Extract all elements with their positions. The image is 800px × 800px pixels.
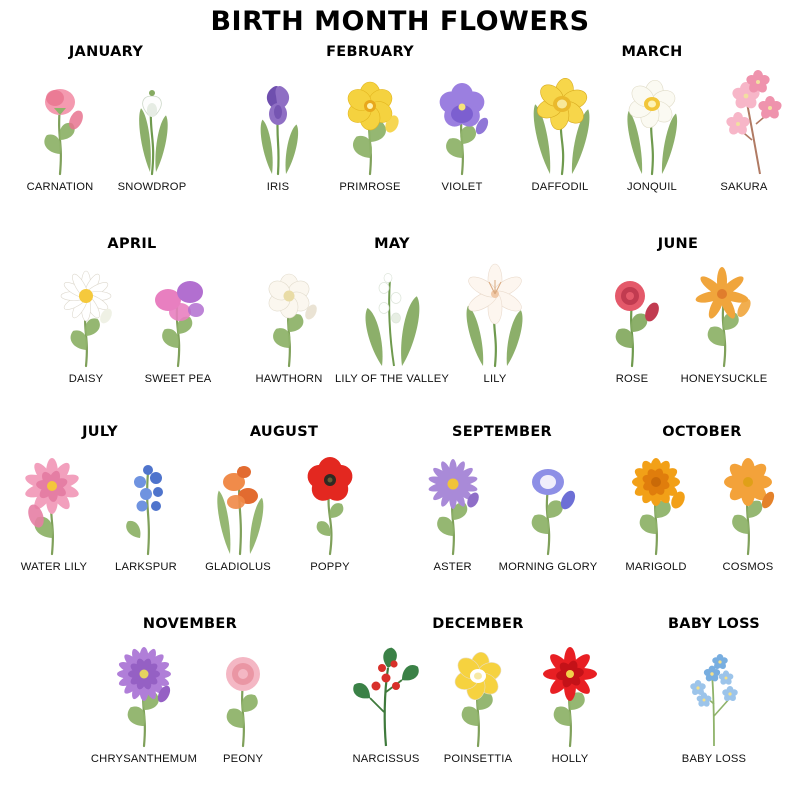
flower-illustration-poinsettia-daff-icon: [432, 634, 524, 752]
flower-card[interactable]: [232, 62, 324, 193]
flower-card[interactable]: [416, 62, 508, 193]
flower-card[interactable]: [14, 62, 106, 193]
flower-illustration-morningglory-icon: [502, 442, 594, 560]
flower-illustration-iris-icon: [232, 62, 324, 180]
month-label: FEBRUARY: [326, 44, 414, 60]
flower-card[interactable]: [192, 442, 284, 573]
flower-card[interactable]: [432, 634, 524, 765]
flower-illustration-marigold-icon: [610, 442, 702, 560]
flower-illustration-sakura-icon: [698, 62, 790, 180]
flower-card[interactable]: [610, 442, 702, 573]
flower-name: ASTER: [433, 561, 472, 573]
month-group-november[interactable]: [60, 616, 320, 765]
flower-name: HOLLY: [551, 753, 589, 765]
flower-card[interactable]: [668, 634, 760, 765]
flower-card[interactable]: [91, 634, 197, 765]
flower-name: ROSE: [615, 373, 649, 385]
month-label: DECEMBER: [432, 616, 524, 632]
month-group-september[interactable]: [396, 424, 608, 573]
flower-illustration-snowdrop-icon: [106, 62, 198, 180]
flower-name: PRIMROSE: [339, 181, 401, 193]
flower-illustration-primrose-icon: [324, 62, 416, 180]
month-label: SEPTEMBER: [451, 424, 553, 440]
flower-name: PEONY: [223, 753, 264, 765]
month-group-december[interactable]: [332, 616, 624, 765]
flower-list: [560, 254, 796, 385]
month-group-july[interactable]: [6, 424, 194, 573]
flower-card[interactable]: [40, 254, 132, 385]
month-group-october[interactable]: [608, 424, 796, 573]
flower-name: SAKURA: [720, 181, 768, 193]
flower-illustration-chrysanthemum-icon: [98, 634, 190, 752]
flower-name: CARNATION: [26, 181, 94, 193]
flower-list: [246, 254, 538, 385]
flower-name: IRIS: [266, 181, 290, 193]
flower-list: [60, 634, 320, 765]
flower-list: [508, 62, 796, 193]
flower-name: JONQUIL: [627, 181, 677, 193]
flower-list: [228, 62, 512, 193]
flower-name: POINSETTIA: [443, 753, 513, 765]
flower-card[interactable]: [132, 254, 224, 385]
flower-illustration-peony-icon: [197, 634, 289, 752]
flower-illustration-rose-icon: [586, 254, 678, 372]
flower-card[interactable]: [106, 62, 198, 193]
flower-illustration-violet-icon: [416, 62, 508, 180]
flower-card[interactable]: [702, 442, 794, 573]
flower-name: HAWTHORN: [255, 373, 323, 385]
month-label: BABY LOSS: [667, 616, 761, 632]
flower-name: SNOWDROP: [117, 181, 187, 193]
flower-illustration-lily-icon: [449, 254, 541, 372]
month-group-august[interactable]: [196, 424, 372, 573]
flower-card[interactable]: [449, 254, 541, 385]
flower-card[interactable]: [524, 634, 616, 765]
flower-illustration-waterlily-icon: [8, 442, 100, 560]
page-title: BIRTH MONTH FLOWERS: [210, 6, 590, 37]
month-group-april[interactable]: [24, 236, 240, 385]
flower-card[interactable]: [197, 634, 289, 765]
flower-card[interactable]: [606, 62, 698, 193]
flower-list: [396, 442, 608, 573]
month-label: APRIL: [107, 236, 157, 252]
flower-illustration-lilyvalley-icon: [346, 254, 438, 372]
flower-illustration-daisy-icon: [40, 254, 132, 372]
flower-name: WATER LILY: [20, 561, 88, 573]
flower-card[interactable]: [499, 442, 598, 573]
flower-illustration-sweetpea-icon: [132, 254, 224, 372]
flower-illustration-narcissus-icon: [340, 634, 432, 752]
month-label: OCTOBER: [662, 424, 742, 440]
flower-card[interactable]: [340, 634, 432, 765]
flower-name: CHRYSANTHEMUM: [90, 753, 198, 765]
flower-illustration-hawthorn-icon: [243, 254, 335, 372]
month-label: MARCH: [621, 44, 683, 60]
flower-list: [332, 634, 624, 765]
month-group-february[interactable]: [228, 44, 512, 193]
flower-name: SWEET PEA: [144, 373, 212, 385]
month-group-january[interactable]: [8, 44, 204, 193]
flower-card[interactable]: [243, 254, 335, 385]
month-label: JULY: [82, 424, 118, 440]
flower-illustration-jonquil-icon: [606, 62, 698, 180]
flower-list: [632, 634, 796, 765]
flower-list: [608, 442, 796, 573]
flower-card[interactable]: [100, 442, 192, 573]
month-group-may[interactable]: [246, 236, 538, 385]
flower-illustration-daffodil-icon: [514, 62, 606, 180]
flower-name: HONEYSUCKLE: [680, 373, 768, 385]
flower-illustration-carnation-icon: [14, 62, 106, 180]
flower-illustration-cosmos-icon: [702, 442, 794, 560]
flower-list: [8, 62, 204, 193]
month-label: MAY: [374, 236, 410, 252]
flower-name: LARKSPUR: [115, 561, 177, 573]
flower-name: NARCISSUS: [352, 753, 420, 765]
flower-name: LILY OF THE VALLEY: [334, 373, 450, 385]
month-group-march[interactable]: [508, 44, 796, 193]
flower-illustration-holly-icon: [524, 634, 616, 752]
flower-card[interactable]: [324, 62, 416, 193]
flower-list: [24, 254, 240, 385]
flower-name: DAISY: [68, 373, 104, 385]
month-group-baby-loss[interactable]: [632, 616, 796, 765]
month-label: AUGUST: [249, 424, 319, 440]
flower-illustration-honeysuckle-icon: [678, 254, 770, 372]
flower-name: GLADIOLUS: [205, 561, 271, 573]
flower-card[interactable]: [698, 62, 790, 193]
flower-name: DAFFODIL: [531, 181, 589, 193]
month-label: NOVEMBER: [142, 616, 238, 632]
flower-card[interactable]: [8, 442, 100, 573]
month-label: JANUARY: [68, 44, 144, 60]
flower-list: [6, 442, 194, 573]
flower-name: POPPY: [310, 561, 350, 573]
flower-illustration-forgetmenot-icon: [668, 634, 760, 752]
flower-name: MARIGOLD: [625, 561, 687, 573]
flower-card[interactable]: [586, 254, 678, 385]
flower-illustration-larkspur-icon: [100, 442, 192, 560]
flower-illustration-aster-icon: [407, 442, 499, 560]
month-label: JUNE: [657, 236, 699, 252]
flower-name: MORNING GLORY: [498, 561, 598, 573]
flower-name: COSMOS: [722, 561, 774, 573]
flower-name: BABY LOSS: [681, 753, 747, 765]
flower-list: [196, 442, 372, 573]
flower-name: VIOLET: [441, 181, 483, 193]
flower-card[interactable]: [284, 442, 376, 573]
month-group-june[interactable]: [560, 236, 796, 385]
flower-illustration-gladiolus-icon: [192, 442, 284, 560]
flower-card[interactable]: [335, 254, 449, 385]
flower-card[interactable]: [514, 62, 606, 193]
flower-illustration-poppy-icon: [284, 442, 376, 560]
flower-card[interactable]: [407, 442, 499, 573]
flower-card[interactable]: [678, 254, 770, 385]
flower-name: LILY: [483, 373, 507, 385]
